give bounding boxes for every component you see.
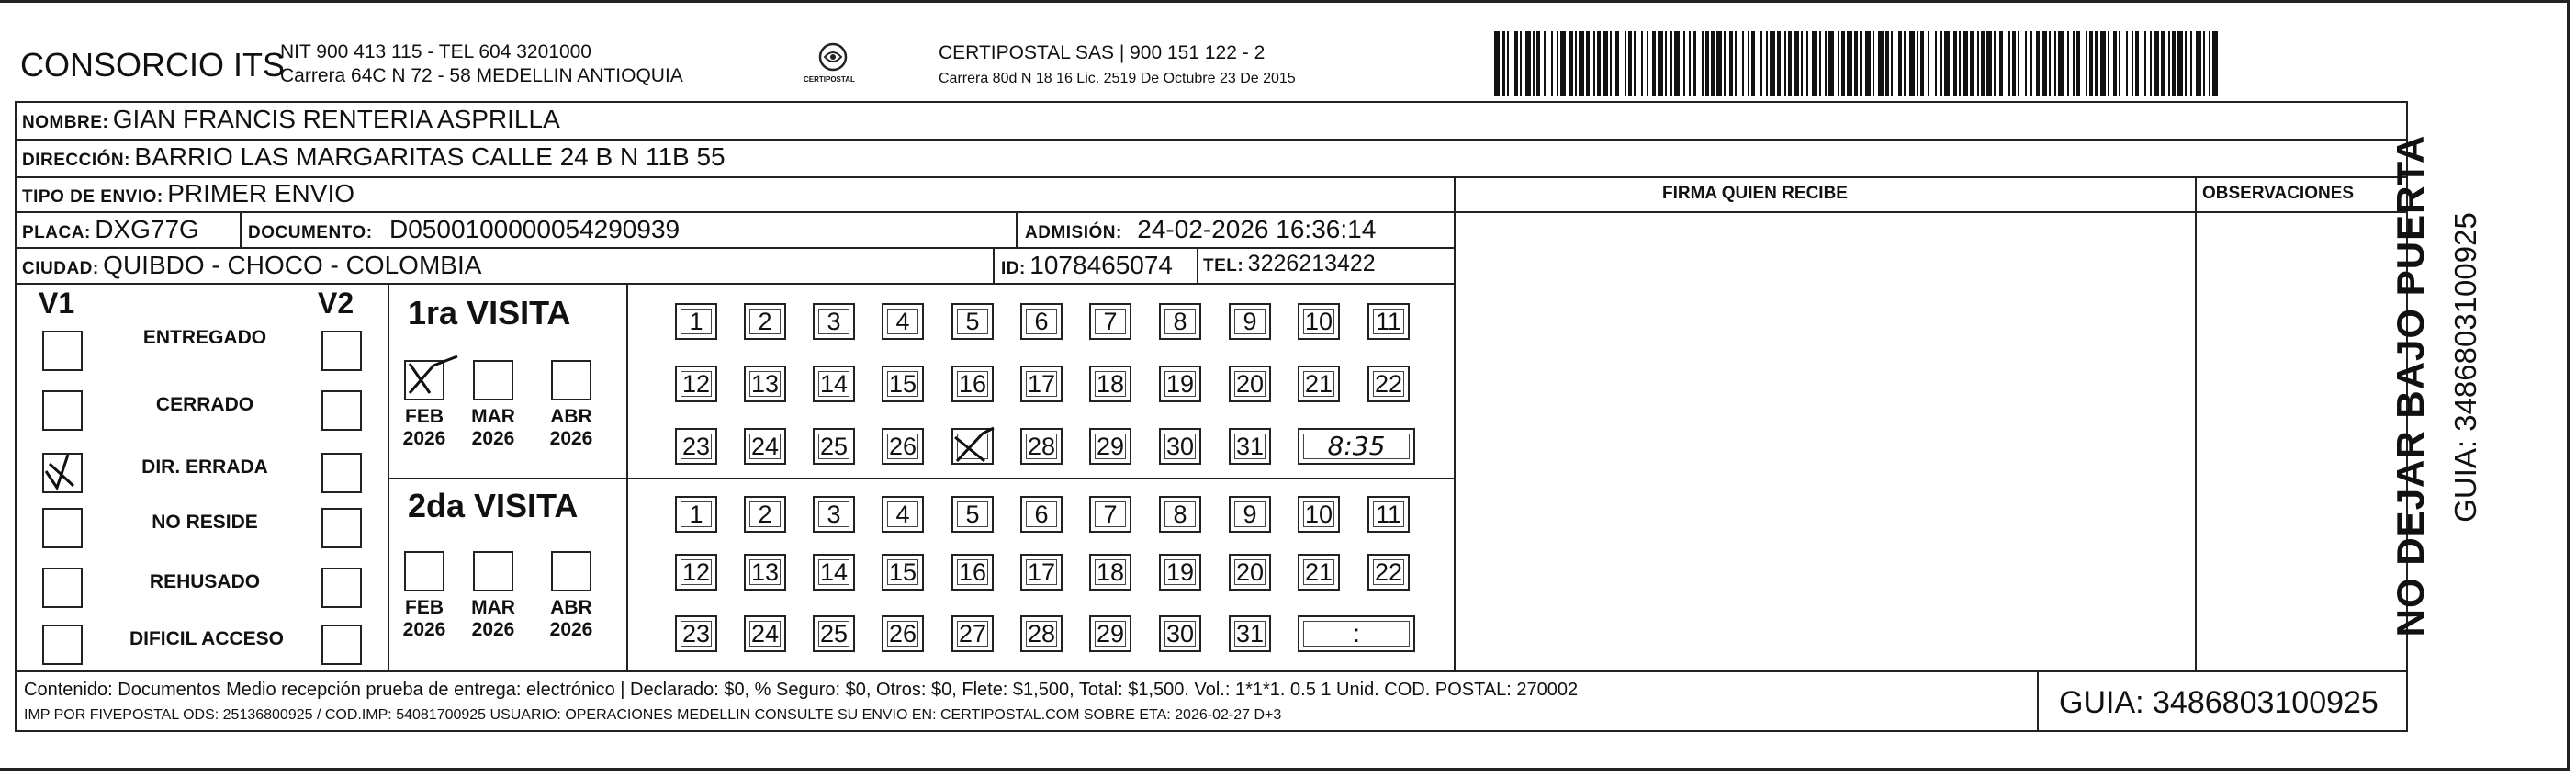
placa-value: DXG77G: [95, 215, 199, 243]
day-box[interactable]: 26: [882, 615, 924, 652]
month-label: [397, 597, 452, 641]
grid-line: [388, 478, 1455, 479]
month-name: MAR: [471, 406, 515, 427]
tel-label: TEL:: [1203, 256, 1244, 276]
grid-line: [15, 176, 2408, 178]
month-checkbox[interactable]: [473, 360, 513, 400]
grid-line: [15, 211, 2408, 213]
day-box[interactable]: 21: [1298, 554, 1340, 591]
footer-print-line: IMP POR FIVEPOSTAL ODS: 25136800925 / COD.IMP: 54081700925 USUARIO: OPERACIONES MEDELLIN CONSULTE SU ENVIO EN: CERTIPOSTAL.COM SOBRE ETA: 2026-02-27 D+3: [24, 707, 1282, 723]
day-box[interactable]: 25: [813, 428, 855, 465]
grid-line: [15, 101, 17, 732]
day-box[interactable]: 6: [1020, 303, 1063, 340]
day-box[interactable]: 6: [1020, 496, 1063, 533]
tel-value: 3226213422: [1247, 251, 1376, 276]
month-name: MAR: [471, 597, 515, 618]
grid-line: [993, 247, 995, 284]
side-guia-text: GUIA: 3486803100925: [2448, 212, 2482, 523]
day-box[interactable]: 23: [675, 428, 717, 465]
grid-line: [240, 211, 242, 248]
status-label: ENTREGADO: [142, 327, 267, 348]
v2-checkbox[interactable]: [321, 508, 362, 548]
day-box[interactable]: 3: [813, 303, 855, 340]
nombre-label: NOMBRE:: [22, 113, 109, 132]
day-box[interactable]: 17: [1020, 366, 1063, 402]
day-box[interactable]: 26: [882, 428, 924, 465]
day-box[interactable]: 30: [1159, 615, 1201, 652]
second-visit-title: 2da VISITA: [408, 487, 579, 524]
documento-value: D0500100000054290939: [389, 215, 681, 243]
day-box[interactable]: 22: [1367, 366, 1410, 402]
day-box[interactable]: 10: [1298, 303, 1340, 340]
month-year: 2026: [549, 619, 593, 640]
status-label: DIFICIL ACCESO: [129, 628, 284, 649]
time-box[interactable]: 8:35: [1298, 428, 1415, 465]
day-box[interactable]: 31: [1229, 428, 1271, 465]
day-box[interactable]: 24: [744, 428, 786, 465]
month-checkbox[interactable]: [551, 551, 591, 591]
day-box[interactable]: 16: [951, 554, 994, 591]
day-box[interactable]: 7: [1089, 303, 1131, 340]
id-label: ID:: [1001, 259, 1026, 278]
month-year: 2026: [402, 428, 446, 449]
day-box[interactable]: 3: [813, 496, 855, 533]
footer-contents-line: Contenido: Documentos Medio recepción prueba de entrega: electrónico | Declarado: $0, % Seguro: $0, Otros: $0, Flete: $1,500, Total: $1,500. Vol.: 1*1*1. 0.5 1 Unid. COD. POSTAL: 270002: [24, 680, 1579, 700]
certipostal-logo-icon: [806, 40, 860, 94]
status-label: REHUSADO: [149, 571, 261, 592]
barcode: [1494, 31, 2222, 96]
day-box[interactable]: 12: [675, 554, 717, 591]
day-box[interactable]: 25: [813, 615, 855, 652]
day-box[interactable]: 15: [882, 554, 924, 591]
day-box[interactable]: 15: [882, 366, 924, 402]
v2-checkbox[interactable]: [321, 568, 362, 608]
certipostal-license-line: Carrera 80d N 18 16 Lic. 2519 De Octubre 23 De 2015: [939, 71, 1296, 86]
v1-check-mark-icon: [37, 445, 92, 501]
side-warning-text: NO DEJAR BAJO PUERTA: [2389, 134, 2432, 637]
documento-label: DOCUMENTO:: [248, 223, 373, 242]
admision-field: [1025, 215, 1376, 244]
status-label: NO RESIDE: [152, 512, 258, 533]
day-box[interactable]: 24: [744, 615, 786, 652]
firma-column-header: FIRMA QUIEN RECIBE: [1662, 184, 1848, 203]
month-label: [544, 597, 599, 641]
company-name: CONSORCIO ITS: [20, 46, 286, 84]
day-box[interactable]: 17: [1020, 554, 1063, 591]
day-box[interactable]: 29: [1089, 615, 1131, 652]
placa-field: [22, 215, 199, 244]
day-box[interactable]: 8: [1159, 303, 1201, 340]
admision-value: 24-02-2026 16:36:14: [1137, 215, 1377, 243]
day-box[interactable]: 2: [744, 496, 786, 533]
day-box[interactable]: 20: [1229, 366, 1271, 402]
day-box[interactable]: 8: [1159, 496, 1201, 533]
day-box[interactable]: 28: [1020, 615, 1063, 652]
grid-line: [15, 101, 2408, 103]
day-box[interactable]: 14: [813, 366, 855, 402]
day-box[interactable]: 29: [1089, 428, 1131, 465]
id-value: 1078465074: [1029, 251, 1174, 279]
nombre-field: [22, 105, 560, 134]
day-box[interactable]: 13: [744, 366, 786, 402]
side-guia: [2438, 165, 2493, 569]
company-address-line: Carrera 64C N 72 - 58 MEDELLIN ANTIOQUIA: [280, 65, 683, 86]
status-label: CERRADO: [155, 394, 254, 415]
nombre-value: GIAN FRANCIS RENTERIA ASPRILLA: [112, 105, 560, 133]
day-box[interactable]: 31: [1229, 615, 1271, 652]
month-name: FEB: [405, 406, 444, 427]
v2-checkbox[interactable]: [321, 453, 362, 493]
day-box[interactable]: 4: [882, 496, 924, 533]
ciudad-value: QUIBDO - CHOCO - COLOMBIA: [103, 251, 482, 279]
grid-line: [15, 139, 2408, 141]
month-checkbox[interactable]: [473, 551, 513, 591]
company-nit-block: [280, 40, 683, 88]
grid-line: [1454, 176, 1456, 672]
month-name: FEB: [405, 597, 444, 618]
month-label: [466, 406, 521, 450]
day-box[interactable]: 30: [1159, 428, 1201, 465]
day-box[interactable]: 9: [1229, 496, 1271, 533]
tipo-envio-value: PRIMER ENVIO: [167, 179, 355, 208]
ciudad-field: [22, 251, 481, 280]
day-box[interactable]: 14: [813, 554, 855, 591]
month-label: [466, 597, 521, 641]
v1-checkbox[interactable]: [42, 568, 83, 608]
month-year: 2026: [549, 428, 593, 449]
direccion-label: DIRECCIÓN:: [22, 151, 130, 170]
tel-field: [1203, 251, 1376, 277]
month-name: ABR: [550, 406, 592, 427]
month-label: [397, 406, 452, 450]
grid-line: [15, 283, 1455, 285]
v1-header: V1: [39, 287, 75, 320]
v2-checkbox[interactable]: [321, 625, 362, 665]
month-year: 2026: [471, 428, 515, 449]
tipo-envio-field: [22, 179, 354, 208]
direccion-value: BARRIO LAS MARGARITAS CALLE 24 B N 11B 55: [134, 142, 726, 171]
day-box[interactable]: 19: [1159, 554, 1201, 591]
v1-checkbox[interactable]: [42, 331, 83, 371]
direccion-field: [22, 142, 726, 172]
day-box[interactable]: 12: [675, 366, 717, 402]
month-label: [544, 406, 599, 450]
day-box[interactable]: 11: [1367, 303, 1410, 340]
first-visit-title: 1ra VISITA: [408, 294, 571, 332]
day-box[interactable]: 19: [1159, 366, 1201, 402]
day-box[interactable]: 11: [1367, 496, 1410, 533]
day-box[interactable]: 1: [675, 496, 717, 533]
v1-checkbox[interactable]: [42, 390, 83, 431]
day-box[interactable]: 22: [1367, 554, 1410, 591]
day-box[interactable]: 7: [1089, 496, 1131, 533]
day-box[interactable]: 20: [1229, 554, 1271, 591]
day-box[interactable]: 10: [1298, 496, 1340, 533]
month-check-mark-icon: [402, 347, 461, 399]
grid-line: [2037, 670, 2039, 732]
day-box[interactable]: 13: [744, 554, 786, 591]
v2-checkbox[interactable]: [321, 390, 362, 431]
month-name: ABR: [550, 597, 592, 618]
v2-header: V2: [318, 287, 354, 320]
day-cross-mark-icon: [948, 424, 999, 468]
certipostal-line: CERTIPOSTAL SAS | 900 151 122 - 2: [939, 42, 1266, 63]
grid-line: [15, 247, 1455, 249]
day-box[interactable]: 4: [882, 303, 924, 340]
month-checkbox[interactable]: [551, 360, 591, 400]
time-box[interactable]: :: [1298, 615, 1415, 652]
documento-field: [248, 215, 680, 244]
day-box[interactable]: 23: [675, 615, 717, 652]
v1-checkbox[interactable]: [42, 625, 83, 665]
day-box[interactable]: 2: [744, 303, 786, 340]
day-box[interactable]: 9: [1229, 303, 1271, 340]
logo-text: CERTIPOSTAL: [804, 75, 855, 84]
day-box[interactable]: 18: [1089, 366, 1131, 402]
month-checkbox[interactable]: [404, 551, 444, 591]
footer-guia: GUIA: 3486803100925: [2059, 685, 2379, 720]
grid-line: [1016, 211, 1018, 248]
month-year: 2026: [471, 619, 515, 640]
observaciones-column-header: OBSERVACIONES: [2202, 184, 2355, 203]
placa-label: PLACA:: [22, 223, 91, 242]
grid-line: [15, 730, 2408, 732]
certipostal-block: [939, 40, 1296, 92]
day-box[interactable]: 27: [951, 615, 994, 652]
grid-line: [2195, 176, 2197, 672]
day-box[interactable]: 28: [1020, 428, 1063, 465]
tipo-envio-label: TIPO DE ENVIO:: [22, 187, 163, 207]
status-label: DIR. ERRADA: [141, 456, 268, 478]
admision-label: ADMISIÓN:: [1025, 223, 1122, 242]
month-year: 2026: [402, 619, 446, 640]
grid-line: [1197, 247, 1198, 284]
v1-checkbox[interactable]: [42, 508, 83, 548]
id-field: [1001, 251, 1173, 280]
day-box[interactable]: 16: [951, 366, 994, 402]
day-box[interactable]: 18: [1089, 554, 1131, 591]
day-box[interactable]: 1: [675, 303, 717, 340]
v2-checkbox[interactable]: [321, 331, 362, 371]
ciudad-label: CIUDAD:: [22, 259, 99, 278]
day-box[interactable]: 5: [951, 303, 994, 340]
grid-line: [15, 670, 2408, 672]
day-box[interactable]: 5: [951, 496, 994, 533]
day-box[interactable]: 21: [1298, 366, 1340, 402]
company-nit-line: NIT 900 413 115 - TEL 604 3201000: [280, 41, 591, 62]
